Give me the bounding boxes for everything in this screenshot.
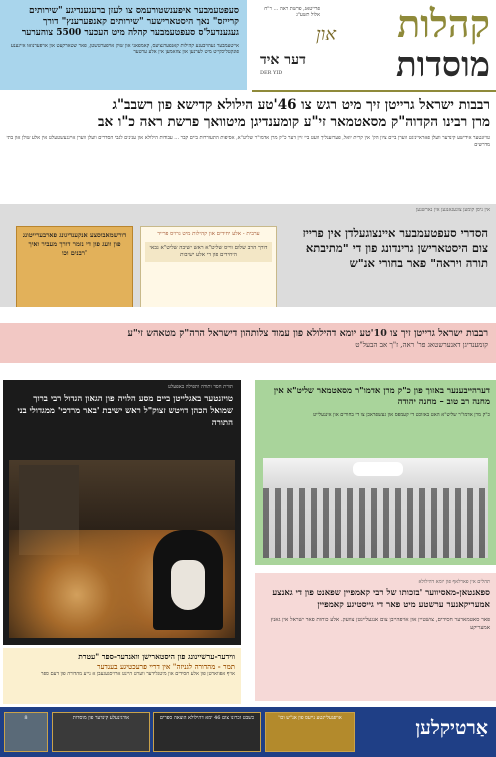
tan-announcement-box[interactable]: דורשמאבוסצע אנקענדיגונג פארבערייטונג פון וועג פון די נזמר דורך מעביר ואיך רבנים וכו' — [16, 226, 133, 307]
pink-line2: קומענדיגן דאנערשטאג פר' ראה, ז"ך אב הבעל"ט — [355, 341, 488, 349]
green-headline: דערהייבענער באזוך פון כ"ק מרן אדמו"ר מסאטמאר שליט"א אין מחנה רב טוב – מחנה יהודה — [273, 386, 490, 407]
masthead-meta: פרייטאג, פרשת ראה ... ר"ח אלול תשע"ג — [264, 6, 320, 18]
masthead-title-line2: מוסדות — [396, 45, 490, 85]
masthead — [252, 0, 496, 90]
green-story-panel[interactable] — [255, 380, 496, 565]
hall-photo[interactable] — [263, 458, 488, 558]
hall-light — [353, 462, 403, 476]
footer-card-2[interactable]: כשבט זכרונו צום 46 ימא דהילולא הוצאה ספרים — [153, 712, 261, 752]
cream-headline2: תמר - מהדורה לגניזה" אין דריי פרעכטיגע בענדער — [97, 662, 235, 671]
main-headline[interactable] — [0, 93, 496, 188]
headline-line1: רבבות ישראל גרייטן זיך מיט רגש צו 46'טע הילולא קדישא פון רשבב"ג — [112, 97, 490, 113]
brand-sub: DER YID — [260, 70, 283, 76]
footer-card-1[interactable]: אויפגעלייגטע נייעס פון אנ"ש וכו' — [265, 712, 355, 752]
funeral-photo[interactable] — [9, 460, 235, 638]
green-body: כ"ק מרן אדמו"ר שליט"א האט באזוכט די קעמפס און געשפראכן צו די בחורים און אינגעלייט — [313, 412, 490, 418]
masthead-accent: און — [316, 24, 336, 45]
cream-body: אויף אפווארטן פון אלע חסידים און מיטגלידער ווערט היינט ארויסגעגעבן א נייע מהדורה פון דעם ספר — [40, 671, 235, 677]
footer-card-4[interactable]: 8 — [4, 712, 48, 752]
cream-box-inner: דורך הרב שלום ווייס שליט"א ראש ישיבה שליט"א גבאי היחידים פון די אלע ישיבות — [145, 242, 272, 262]
cream-box-text: ערבית - אלע יחידים און קהילות מיט גרויס פרייד — [157, 231, 260, 237]
articles-logo[interactable]: אַרטיקלען — [415, 717, 488, 739]
banner-headline: סעפטעמבער איפענשטורעמס צו לעזן ברעגענדיגע "שירותים קרייזס" נאך היסטארישער "שירותים קאנפערענץ" דורך געגענדעל'ס סעפטעמבער קהלה מיט העכער 5500 צוהערער — [21, 6, 239, 38]
lpink-body: פאר סאטמארער חסידים, צושטיין און אויפהייבן צום אנגעלייגטן צוועק. אלע כוחות פאר ישראל אין גאנץ אמעריקע — [270, 617, 490, 631]
footer-card-3[interactable]: אורגינעלע קינדער פון מוסדות — [52, 712, 150, 752]
cream-announcement-box[interactable] — [140, 226, 277, 307]
black-kicker: תורת חסד ותורה ותפילה באפעלט — [167, 384, 233, 390]
pink-line1: רבבות ישראל גרייטן זיך צו 10'טע יומא דהילולא פון עמוד צלותהון דישראל הרה"ק מטאהש זי"ע — [127, 328, 488, 339]
lpink-kicker: תהלים אין פארלאף פון יומא דהילולא — [418, 579, 490, 585]
banner-body: אייטעמבער געהויבענע קהילות קאנפערנציעס, קאמפאני און שוק אויפערטשטן, פאר שטארקעט און אויפערנואו אייגענע פונקטליכקייט מיט לערנען און צוזאמען אין אלע ערטער — [10, 43, 239, 55]
lpink-headline: ספאנטאן-מאסיווער 'בזכותו של רבי קאמפיין שפאנט פון די גאנצע אמעריקאנער ערשטע מיט פאר די גייסטיגע קאמפיין — [272, 588, 490, 610]
masthead-rule — [252, 90, 496, 92]
headline-line2: מרן רבינו הקדוה"ק מסאטמאר זי"ע קומענדיגן מיטוואך פרשת ראה כ"ו אב — [98, 114, 490, 130]
lightpink-story-panel[interactable] — [255, 573, 496, 701]
top-banner[interactable] — [0, 0, 247, 90]
grey-label: אין ניסן קומען צוגעגאנגען אין נארשנען — [416, 207, 490, 213]
headline-summary: טויזנטער אידישע קינדער וועלן פאראייניגט ווערן ביים ציון הק' אין קרית יואל, פערזענליך וועט ביי זיין דער כ"ק מרן אדמו"ר שליט"א, אסיפות התעוררות ביים קבר ... עבודות הילולא און ענינים לגבי הסדרים וועלן ווערן איינגעשטעלט אין אלע שולן און בתי מדרשים — [6, 135, 490, 148]
pink-headline-bar[interactable] — [0, 323, 496, 363]
brand-logo: דער איד — [260, 52, 306, 68]
black-story-panel[interactable] — [3, 380, 241, 645]
hall-rows — [263, 488, 488, 558]
masthead-title-line1: קהלות — [397, 1, 490, 46]
rabbi-beard — [171, 560, 205, 610]
cream-headline: ווידער-ערשיינונג פון היסטארישן וואנדער-ספר "עטרת — [78, 652, 235, 661]
cream-story-panel[interactable] — [3, 648, 241, 704]
black-headline: טויזנטער באגלייטן ביים מסע הלויה פון הגאון הגדול רבי ברוך שמואל הכהן דויטש זצוק"ל ראש ישיבת 'באר מרדכי' ממגדולי בני התורה — [17, 394, 233, 428]
grey-headline[interactable]: הסדרי סעפטעמבער איינצוגעלדן אין פרייז צום היסטארישן גרינדונג פון די "מתיבתא תורה ויראה" פאר בחורי אנ"ש — [302, 226, 488, 270]
footer-bar — [0, 707, 496, 757]
grey-section — [0, 204, 496, 307]
